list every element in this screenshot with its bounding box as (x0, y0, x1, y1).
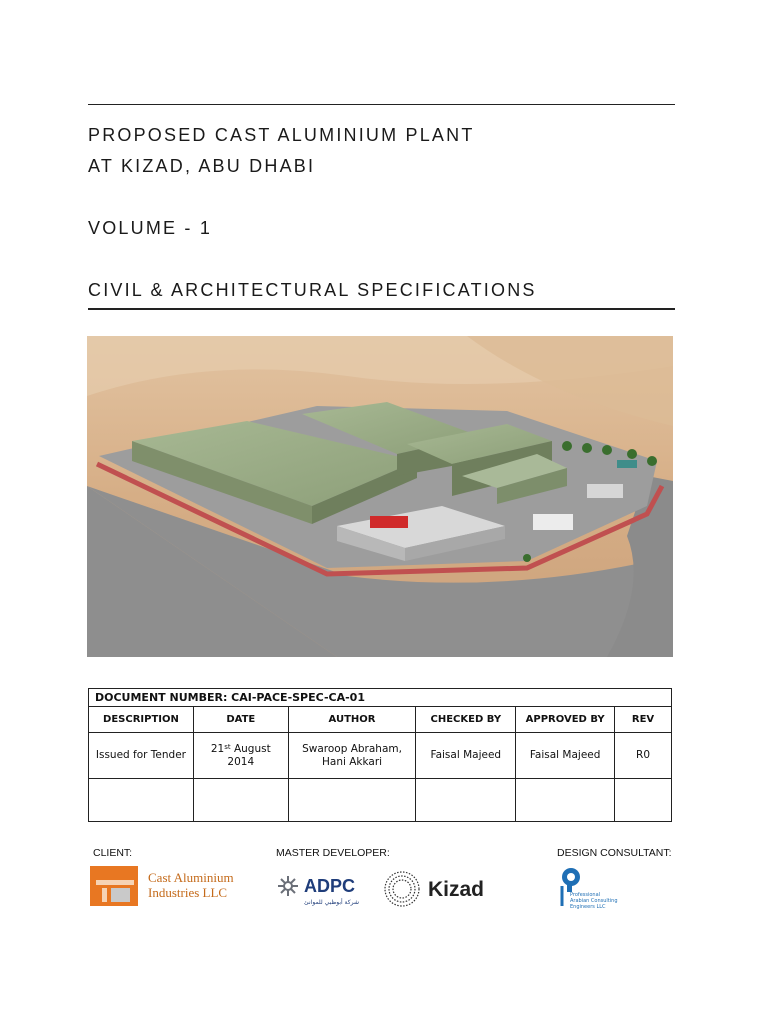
cast-aluminium-logo (90, 866, 250, 906)
cell-description: Issued for Tender (89, 733, 194, 779)
title-line-1: PROPOSED CAST ALUMINIUM PLANT (88, 125, 475, 145)
client-label: CLIENT: (93, 847, 133, 859)
header-rev: REV (615, 707, 672, 733)
svg-text:Industries LLC: Industries LLC (148, 885, 228, 900)
svg-text:ADPC: ADPC (304, 876, 356, 896)
table-row-empty (89, 779, 672, 822)
adpc-logo (276, 869, 368, 907)
svg-text:Engineers LLC: Engineers LLC (570, 904, 606, 910)
pace-logo (560, 866, 626, 910)
cell-date (193, 733, 288, 779)
cell-author (288, 733, 416, 779)
document-control-table (88, 688, 672, 822)
header-approved-by: APPROVED BY (516, 707, 615, 733)
cell-approved-by: Faisal Majeed (516, 733, 615, 779)
date-month: August (230, 742, 271, 755)
header-description: DESCRIPTION (89, 707, 194, 733)
master-developer-label: MASTER DEVELOPER: (276, 847, 390, 859)
date-year: 2014 (227, 755, 255, 768)
document-number: DOCUMENT NUMBER: CAI-PACE-SPEC-CA-01 (89, 689, 672, 707)
cell-checked-by: Faisal Majeed (416, 733, 516, 779)
date-day: 21 (210, 742, 225, 755)
author-line-2: Hani Akkari (321, 755, 383, 768)
svg-text:Professional: Professional (570, 892, 601, 898)
volume-label: VOLUME - 1 (88, 218, 213, 238)
top-rule (88, 104, 675, 105)
svg-text:Arabian Consulting: Arabian Consulting (570, 898, 618, 904)
cell-rev: R0 (615, 733, 672, 779)
svg-text:Kizad: Kizad (428, 878, 485, 901)
title-line-2: AT KIZAD, ABU DHABI (88, 156, 316, 176)
header-author: AUTHOR (288, 707, 416, 733)
header-date: DATE (193, 707, 288, 733)
plant-rendering-image (87, 336, 673, 657)
date-suffix: st (224, 742, 231, 751)
author-line-1: Swaroop Abraham, (302, 742, 402, 755)
subject-title: CIVIL & ARCHITECTURAL SPECIFICATIONS (88, 280, 537, 300)
title-rule (88, 308, 675, 310)
table-row (89, 733, 672, 779)
design-consultant-label: DESIGN CONSULTANT: (557, 847, 672, 859)
svg-text:Cast Aluminium: Cast Aluminium (148, 870, 234, 885)
kizad-logo (384, 870, 490, 908)
header-checked-by: CHECKED BY (416, 707, 516, 733)
svg-text:شركة أبوظبي للموانئ: شركة أبوظبي للموانئ (304, 899, 359, 906)
